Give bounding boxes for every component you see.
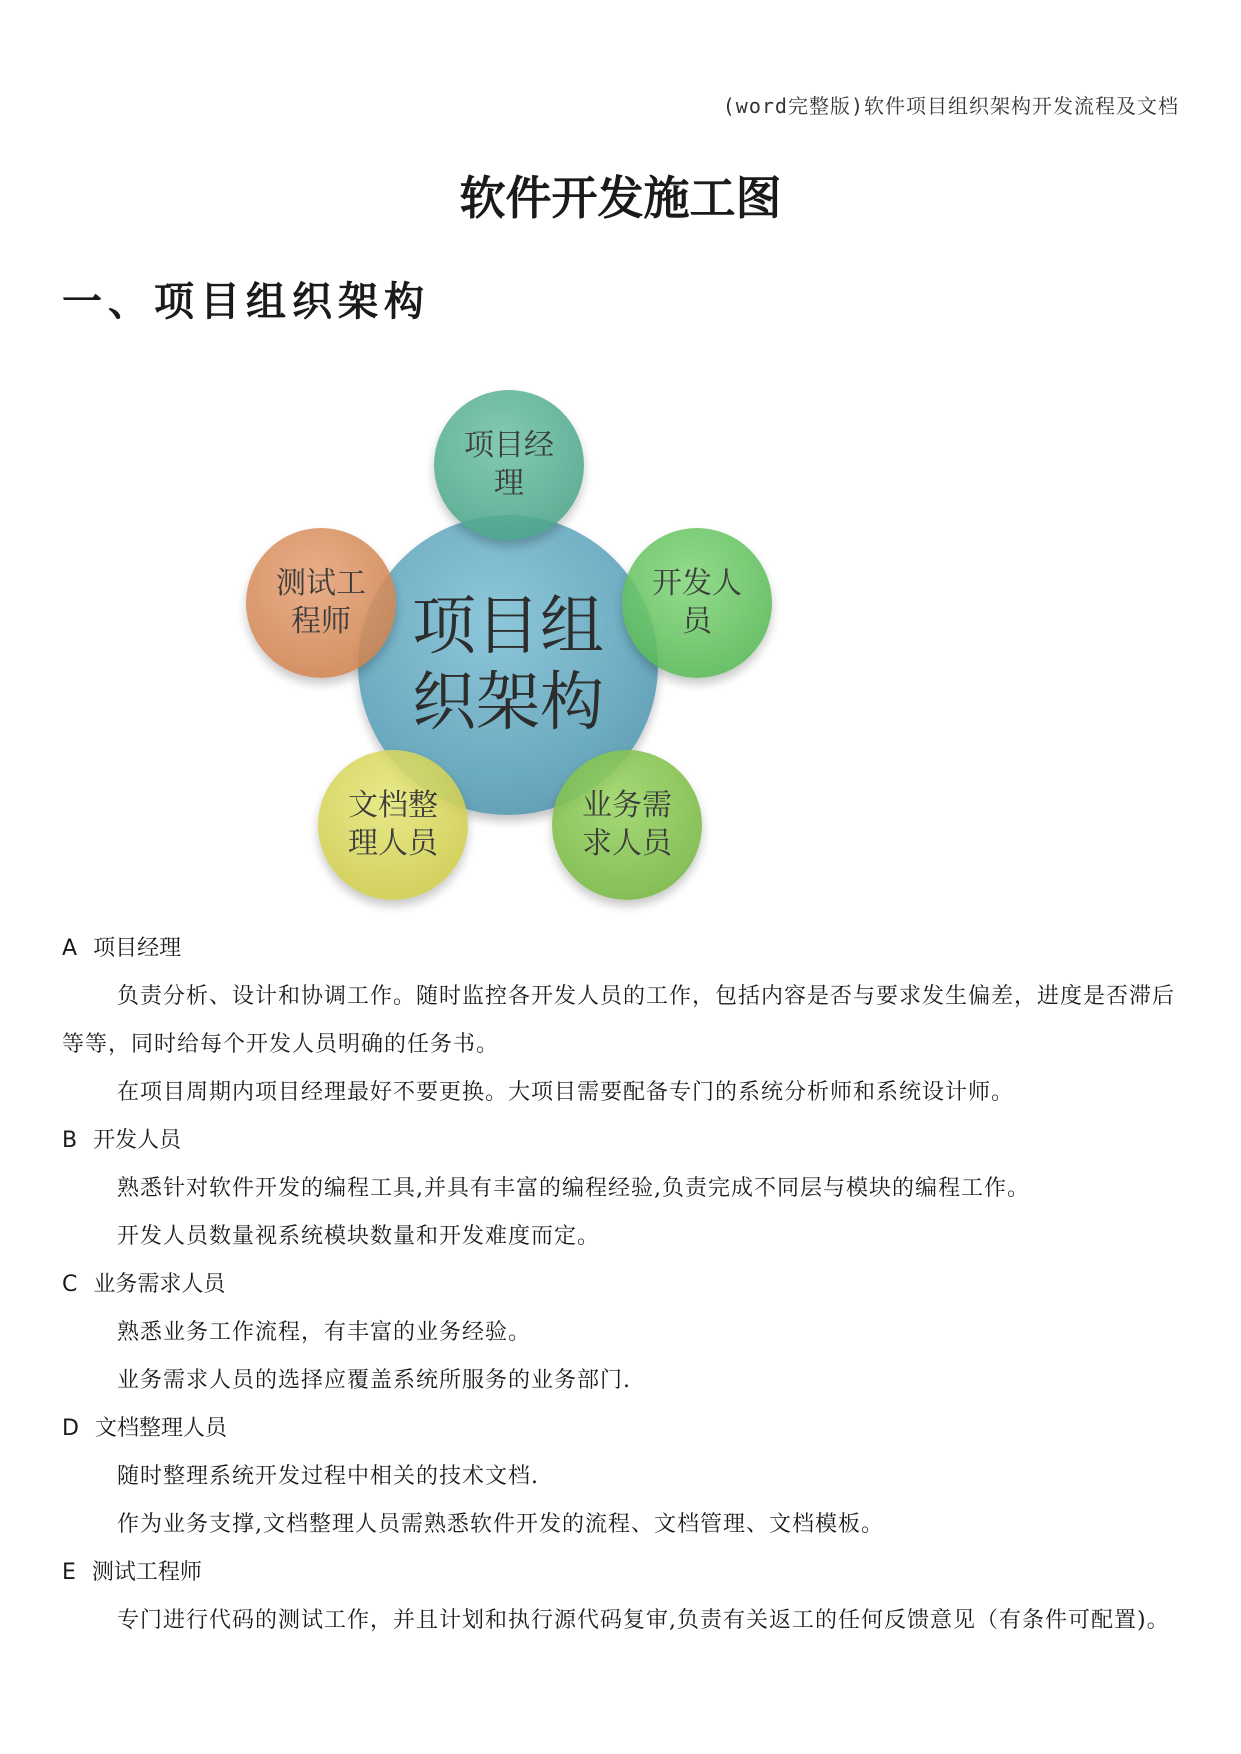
role-title: 文档整理人员 xyxy=(94,1416,227,1441)
role-title: 测试工程师 xyxy=(91,1560,202,1585)
paragraph: 开发人员数量视系统模块数量和开发难度而定。 xyxy=(117,1224,601,1249)
node-label-line1: 业务需 xyxy=(582,788,672,823)
node-label-line1: 文档整 xyxy=(348,788,438,823)
center-label-line2: 织架构 xyxy=(412,666,604,740)
node-label-line2: 员 xyxy=(682,604,712,639)
role-title: 开发人员 xyxy=(93,1128,182,1153)
role-title: 业务需求人员 xyxy=(93,1272,226,1297)
role-letter: A xyxy=(62,936,78,961)
role-heading xyxy=(62,925,1182,973)
node-label-line1: 开发人 xyxy=(652,566,742,601)
role-letter: B xyxy=(62,1128,78,1153)
center-label-line1: 项目组 xyxy=(412,590,604,664)
node-label-line2: 程师 xyxy=(291,604,351,639)
role-letter: D xyxy=(62,1416,79,1441)
role-heading xyxy=(62,1261,1182,1309)
document-body xyxy=(62,925,1182,1645)
paragraph: 熟悉针对软件开发的编程工具,并具有丰富的编程经验,负责完成不同层与模块的编程工作。 xyxy=(117,1176,1030,1201)
paragraph: 负责分析、设计和协调工作。随时监控各开发人员的工作，包括内容是否与要求发生偏差，进度是否滞后等等，同时给每个开发人员明确的任务书。 xyxy=(62,984,1176,1057)
role-letter: C xyxy=(62,1272,78,1297)
document-title: 软件开发施工图 xyxy=(459,171,782,225)
role-heading xyxy=(62,1405,1182,1453)
node-label-line2: 理 xyxy=(494,466,524,501)
paragraph: 专门进行代码的测试工作，并且计划和执行源代码复审,负责有关返工的任何反馈意见（有条件可配置)。 xyxy=(117,1608,1170,1633)
role-letter: E xyxy=(62,1560,76,1585)
role-heading xyxy=(62,1117,1182,1165)
node-label-line2: 求人员 xyxy=(582,826,672,861)
node-project-manager xyxy=(434,390,584,540)
node-business-analyst xyxy=(552,750,702,900)
org-structure-diagram xyxy=(0,380,1241,920)
section-heading: 一、项目组织架构 xyxy=(62,279,430,325)
running-header: (word完整版)软件项目组织架构开发流程及文档 xyxy=(722,94,1179,118)
node-documentation xyxy=(318,750,468,900)
paragraph: 业务需求人员的选择应覆盖系统所服务的业务部门. xyxy=(117,1368,631,1393)
paragraph: 在项目周期内项目经理最好不要更换。大项目需要配备专门的系统分析师和系统设计师。 xyxy=(117,1080,1015,1105)
node-test-engineer xyxy=(246,528,396,678)
paragraph: 熟悉业务工作流程，有丰富的业务经验。 xyxy=(117,1320,532,1345)
paragraph: 作为业务支撑,文档整理人员需熟悉软件开发的流程、文档管理、文档模板。 xyxy=(117,1512,884,1537)
node-label-line1: 项目经 xyxy=(464,428,554,463)
role-title: 项目经理 xyxy=(93,936,182,961)
node-label-line2: 理人员 xyxy=(348,826,438,861)
role-heading xyxy=(62,1549,1182,1597)
paragraph: 随时整理系统开发过程中相关的技术文档. xyxy=(117,1464,539,1489)
node-label-line1: 测试工 xyxy=(276,566,366,601)
node-developer xyxy=(622,528,772,678)
